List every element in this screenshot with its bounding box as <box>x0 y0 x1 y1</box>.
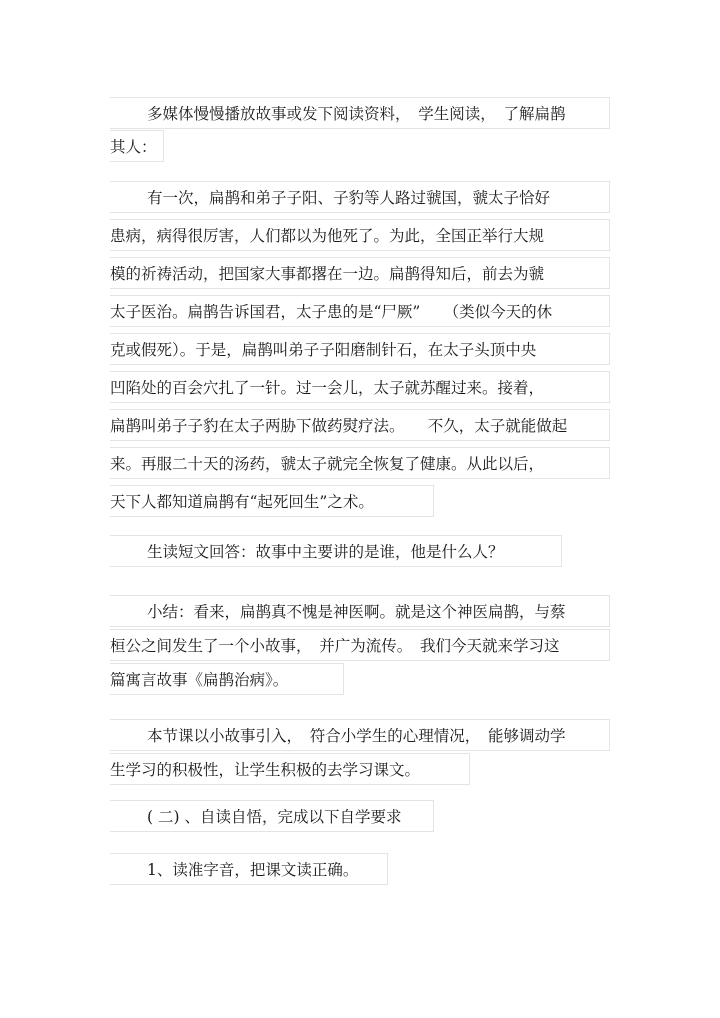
story-line-3: 模的祈祷活动，把国家大事都撂在一边。扁鹊得知后，前去为虢 <box>110 257 610 289</box>
story-line-8: 来。再服二十天的汤药，虢太子就完全恢复了健康。从此以后， <box>110 447 610 479</box>
story-line-1: 有一次，扁鹊和弟子子阳、子豹等人路过虢国，虢太子恰好 <box>110 181 610 213</box>
story-line-7: 扁鹊叫弟子子豹在太子两胁下做药熨疗法。 不久，太子就能做起 <box>110 409 610 441</box>
question-line: 生读短文回答：故事中主要讲的是谁，他是什么人？ <box>110 535 562 567</box>
story-line-6: 凹陷处的百会穴扎了一针。过一会儿，太子就苏醒过来。接着， <box>110 371 610 403</box>
summary-line-1: 小结：看来，扁鹊真不愧是神医啊。就是这个神医扁鹊，与蔡 <box>110 595 610 627</box>
story-line-9: 天下人都知道扁鹊有“起死回生”之术。 <box>110 485 434 517</box>
story-line-5: 克或假死）。于是，扁鹊叫弟子子阳磨制针石，在太子头顶中央 <box>110 333 610 365</box>
comment-line-2: 生学习的积极性，让学生积极的去学习课文。 <box>110 753 470 785</box>
summary-line-3: 篇寓言故事《扁鹊治病》。 <box>110 663 344 695</box>
story-line-2: 患病，病得很厉害，人们都以为他死了。为此，全国正举行大规 <box>110 219 610 251</box>
intro-line-1: 多媒体慢慢播放故事或发下阅读资料， 学生阅读， 了解扁鹊 <box>110 97 610 129</box>
story-line-4: 太子医治。扁鹊告诉国君，太子患的是“尸厥” （类似今天的休 <box>110 295 610 327</box>
section-heading: ( 二) 、自读自悟，完成以下自学要求 <box>110 800 434 832</box>
summary-line-2: 桓公之间发生了一个小故事， 并广为流传。 我们今天就来学习这 <box>110 629 610 661</box>
intro-line-2: 其人： <box>110 130 164 162</box>
comment-line-1: 本节课以小故事引入， 符合小学生的心理情况， 能够调动学 <box>110 719 610 751</box>
requirement-item-1: 1、读准字音，把课文读正确。 <box>110 853 388 885</box>
